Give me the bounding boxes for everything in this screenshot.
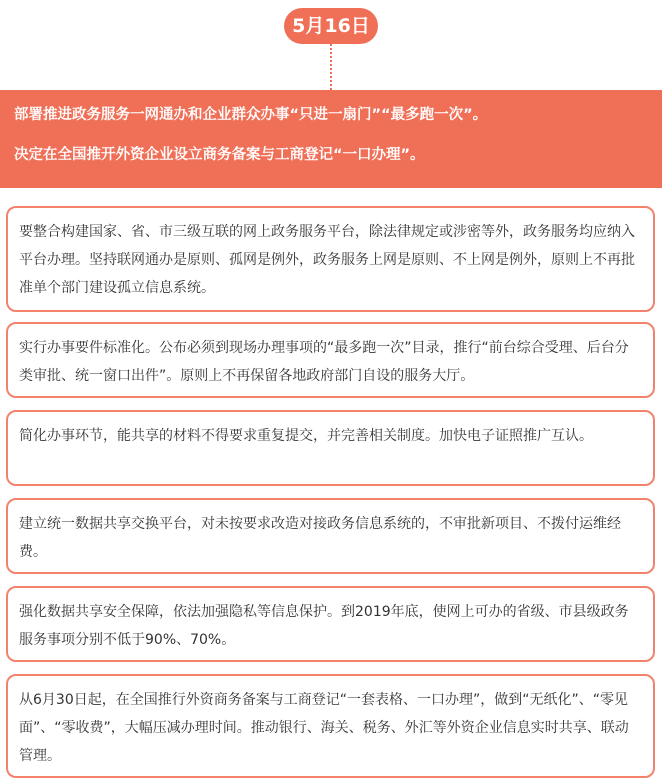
banner-line-2: 决定在全国推开外资企业设立商务备案与工商登记“一口办理”。	[14, 147, 425, 163]
measure-card-2: 实行办事要件标准化。公布必须到现场办理事项的“最多跑一次”目录，推行“前台综合受理、后台分类审批、统一窗口出件”。原则上不再保留各地政府部门自设的服务大厅。	[6, 322, 655, 398]
summary-banner	[0, 90, 662, 188]
measure-card-6: 从6月30日起，在全国推行外资商务备案与工商登记“一套表格、一口办理”，做到“无纸化”、“零见面”、“零收费”，大幅压减办理时间。推动银行、海关、税务、外汇等外资企业信息实时共享、联动管理。	[6, 674, 655, 778]
timeline-connector	[330, 44, 332, 90]
measure-card-1: 要整合构建国家、省、市三级互联的网上政务服务平台，除法律规定或涉密等外，政务服务均应纳入平台办理。坚持联网通办是原则、孤网是例外，政务服务上网是原则、不上网是例外，原则上不再批准单个部门建设孤立信息系统。	[6, 206, 655, 312]
measure-card-4: 建立统一数据共享交换平台，对未按要求改造对接政务信息系统的，不审批新项目、不拨付运维经费。	[6, 498, 655, 574]
date-badge: 5月16日	[284, 8, 378, 44]
measure-card-5: 强化数据共享安全保障，依法加强隐私等信息保护。到2019年底，使网上可办的省级、市县级政务服务事项分别不低于90%、70%。	[6, 586, 655, 662]
measure-card-3: 简化办事环节，能共享的材料不得要求重复提交，并完善相关制度。加快电子证照推广互认。	[6, 410, 655, 486]
banner-line-1: 部署推进政务服务一网通办和企业群众办事“只进一扇门”“最多跑一次”。	[14, 107, 488, 123]
